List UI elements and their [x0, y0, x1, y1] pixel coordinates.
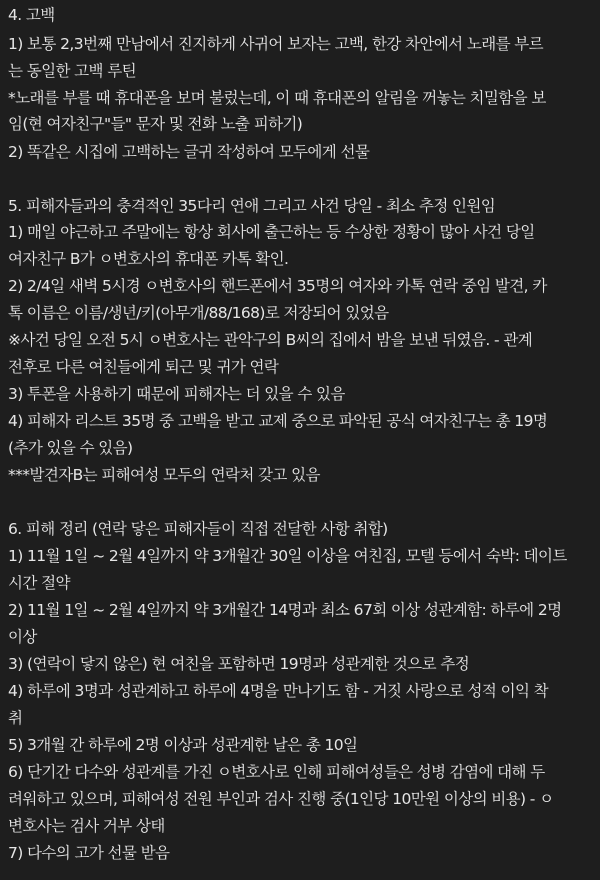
text-line: 1) 보통 2,3번째 만남에서 진지하게 사귀어 보자는 고백, 한강 차안에서 노래를 부르 — [8, 35, 544, 53]
text-line: 취 — [8, 709, 23, 727]
text-line: 변호사는 검사 거부 상태 — [8, 817, 165, 835]
text-line: 임(현 여자친구"들" 문자 및 전화 노출 피하기) — [8, 115, 303, 133]
text-line: 6) 단기간 다수와 성관계를 가진 ㅇ변호사로 인해 피해여성들은 성병 감염에 대해 두 — [8, 763, 545, 781]
text-line: 여자친구 B가 ㅇ변호사의 휴대폰 카톡 확인. — [8, 250, 289, 268]
text-line: 시간 절약 — [8, 574, 70, 592]
text-line: 4) 피해자 리스트 35명 중 고백을 받고 교제 중으로 파악된 공식 여자친구는 총 19명 — [8, 412, 548, 430]
text-line: *노래를 부를 때 휴대폰을 보며 불렀는데, 이 때 휴대폰의 알림을 꺼놓는 치밀함을 보 — [8, 89, 546, 107]
text-line: 2) 2/4일 새벽 5시경 ㅇ변호사의 핸드폰에서 35명의 여자와 카톡 연락 중임 발견, 카 — [8, 277, 547, 295]
text-line: ※사건 당일 오전 5시 ㅇ변호사는 관악구의 B씨의 집에서 밤을 보낸 뒤였음. - 관계 — [8, 331, 533, 349]
text-line: 3) (연락이 닿지 않은) 현 여친을 포함하면 19명과 성관계한 것으로 추정 — [8, 655, 470, 673]
text-line: 전후로 다른 여친들에게 퇴근 및 귀가 연락 — [8, 358, 279, 376]
text-line: 4) 하루에 3명과 성관계하고 하루에 4명을 만나기도 함 - 거짓 사랑으로 성적 이익 착 — [8, 682, 549, 700]
text-line: 7) 다수의 고가 선물 받음 — [8, 844, 170, 862]
text-line: 1) 11월 1일 ~ 2월 4일까지 약 3개월간 30일 이상을 여친집, 모텔 등에서 숙박: 데이트 — [8, 547, 567, 565]
text-line: 이상 — [8, 628, 37, 646]
text-line: 1) 매일 야근하고 주말에는 항상 회사에 출근하는 등 수상한 정황이 많아 사건 당일 — [8, 223, 535, 241]
text-line: 톡 이름은 이름/생년/키(아무개/88/168)로 저장되어 있었음 — [8, 304, 389, 322]
text-line: 2) 똑같은 시집에 고백하는 글귀 작성하여 모두에게 선물 — [8, 143, 370, 161]
section-5-heading: 5. 피해자들과의 충격적인 35다리 연애 그리고 사건 당일 - 최소 추정 인원임 — [8, 197, 496, 215]
section-4-heading: 4. 고백 — [8, 6, 55, 24]
text-line: 3) 투폰을 사용하기 때문에 피해자는 더 있을 수 있음 — [8, 385, 345, 403]
text-line: 5) 3개월 간 하루에 2명 이상과 성관계한 날은 총 10일 — [8, 736, 358, 754]
section-6-heading: 6. 피해 정리 (연락 닿은 피해자들이 직접 전달한 사항 취합) — [8, 520, 388, 538]
text-line: ***발견자B는 피해여성 모두의 연락처 갖고 있음 — [8, 466, 320, 484]
text-line: 는 동일한 고백 루틴 — [8, 62, 136, 80]
text-line: 2) 11월 1일 ~ 2월 4일까지 약 3개월간 14명과 최소 67회 이상 성관계함: 하루에 2명 — [8, 601, 562, 619]
text-line: 려워하고 있으며, 피해여성 전원 부인과 검사 진행 중(1인당 10만원 이상의 비용) - ㅇ — [8, 790, 554, 808]
text-line: (추가 있을 수 있음) — [8, 439, 133, 457]
